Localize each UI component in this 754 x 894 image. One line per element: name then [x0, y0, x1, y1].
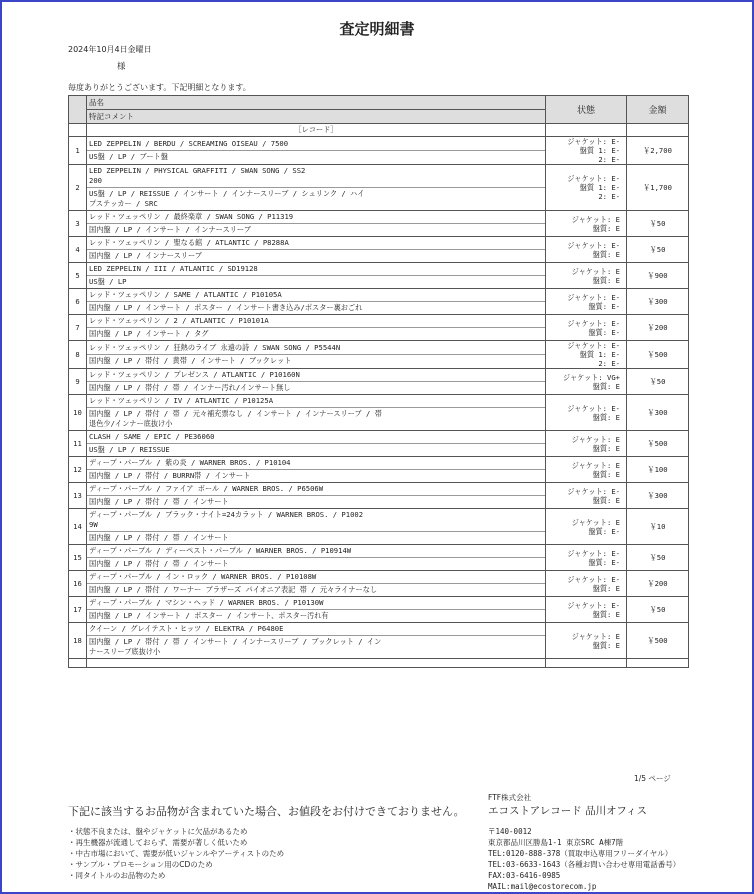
item-title: レッド・ツェッペリン / IV / ATLANTIC / P10125A	[87, 395, 545, 408]
row-number: 4	[69, 237, 87, 263]
row-price: ￥500	[627, 431, 689, 457]
company-legal-name: FTF株式会社	[488, 793, 532, 802]
row-price: ￥200	[627, 571, 689, 597]
row-item	[87, 483, 546, 509]
item-comment: US盤 / LP	[89, 277, 127, 286]
row-condition: ジャケット: E- 盤質: E	[546, 597, 627, 623]
item-title: レッド・ツェッペリン / プレゼンス / ATLANTIC / P10160N	[87, 369, 545, 382]
row-price: ￥2,700	[627, 137, 689, 165]
item-title: レッド・ツェッペリン / 最終楽章 / SWAN SONG / P11319	[87, 211, 545, 224]
row-item	[87, 237, 546, 263]
row-item	[87, 211, 546, 237]
row-item	[87, 263, 546, 289]
row-item	[87, 341, 546, 369]
postal-code: 〒140-0012	[488, 827, 532, 836]
reason-item: ・同タイトルのお品物のため	[68, 871, 166, 880]
row-number: 18	[69, 623, 87, 659]
row-price: ￥50	[627, 597, 689, 623]
item-title: レッド・ツェッペリン / 狂熱のライブ 永遠の詩 / SWAN SONG / P5544N	[87, 342, 545, 355]
row-item	[87, 369, 546, 395]
row-condition: ジャケット: E- 盤質: E-	[546, 315, 627, 341]
table-row	[69, 483, 689, 509]
row-condition: ジャケット: E- 盤質 1: E- 2: E-	[546, 165, 627, 211]
tel-inquiry: TEL:03-6633-1643（各種お問い合わせ専用電話番号）	[488, 860, 681, 869]
item-comment: 国内盤 / LP / 帯付 / 帯 / インサート	[89, 497, 229, 506]
item-comment: 国内盤 / LP / インナースリーブ	[89, 251, 202, 260]
row-number: 1	[69, 137, 87, 165]
reason-item: ・サンプル・プロモーション用のCDのため	[68, 860, 213, 869]
table-row	[69, 341, 689, 369]
row-item	[87, 571, 546, 597]
table-row	[69, 431, 689, 457]
table-row	[69, 263, 689, 289]
row-item	[87, 165, 546, 211]
item-title: LED ZEPPELIN / PHYSICAL GRAFFITI / SWAN SONG / SS2 200	[87, 165, 545, 188]
row-condition: ジャケット: VG+ 盤質: E	[546, 369, 627, 395]
blank-row	[69, 659, 689, 668]
item-title: レッド・ツェッペリン / SAME / ATLANTIC / P10105A	[87, 289, 545, 302]
document-title: 査定明細書	[339, 20, 415, 38]
item-comment: US盤 / LP / REISSUE / インサート / インナースリーブ / シュリンク / ハイ プステッカー / SRC	[89, 189, 365, 208]
appraisal-table	[68, 95, 689, 668]
item-title: ディープ・パープル / ブラック・ナイト=24カラット / WARNER BROS. / P1002 9W	[87, 509, 545, 532]
row-price: ￥300	[627, 395, 689, 431]
header-price: 金額	[627, 96, 689, 124]
row-condition: ジャケット: E- 盤質: E	[546, 483, 627, 509]
table-row	[69, 165, 689, 211]
item-title: レッド・ツェッペリン / 聖なる館 / ATLANTIC / P8288A	[87, 237, 545, 250]
table-row	[69, 315, 689, 341]
reason-item: ・中古市場において、需要が低いジャンルやアーティストのため	[68, 849, 285, 858]
table-row	[69, 597, 689, 623]
row-number: 10	[69, 395, 87, 431]
row-item	[87, 509, 546, 545]
row-price: ￥100	[627, 457, 689, 483]
row-item	[87, 457, 546, 483]
row-item	[87, 137, 546, 165]
table-row	[69, 545, 689, 571]
row-number: 13	[69, 483, 87, 509]
row-number: 11	[69, 431, 87, 457]
reason-item: ・再生機器が流通しておらず、需要が著しく低いため	[68, 838, 248, 847]
header-condition: 状態	[546, 96, 627, 124]
item-title: LED ZEPPELIN / BERDU / SCREAMING OISEAU / 7500	[87, 138, 545, 151]
row-condition: ジャケット: E 盤質: E	[546, 211, 627, 237]
item-title: LED ZEPPELIN / III / ATLANTIC / SD19128	[87, 263, 545, 276]
row-condition: ジャケット: E- 盤質: E-	[546, 289, 627, 315]
item-title: クイーン / グレイテスト・ヒッツ / ELEKTRA / P6480E	[87, 623, 545, 636]
row-price: ￥10	[627, 509, 689, 545]
item-comment: 国内盤 / LP / インサート / インナースリーブ	[89, 225, 251, 234]
row-condition: ジャケット: E- 盤質: E	[546, 571, 627, 597]
row-price: ￥50	[627, 369, 689, 395]
table-row	[69, 457, 689, 483]
row-item	[87, 289, 546, 315]
row-condition: ジャケット: E- 盤質: E	[546, 237, 627, 263]
street-address: 東京都品川区勝島1-1 東京SRC A棟7階	[488, 838, 624, 847]
row-number: 16	[69, 571, 87, 597]
row-item	[87, 597, 546, 623]
row-number: 3	[69, 211, 87, 237]
row-item	[87, 623, 546, 659]
item-comment: 国内盤 / LP / 帯付 / 帯 / インサート	[89, 533, 229, 542]
row-number: 9	[69, 369, 87, 395]
item-comment: 国内盤 / LP / 帯付 / 帯 / インナー汚れ/インサート無し	[89, 383, 291, 392]
item-comment: 国内盤 / LP / インサート / ポスター / インサート書き込み/ポスター裏おごれ	[89, 303, 363, 312]
row-number: 15	[69, 545, 87, 571]
table-row	[69, 211, 689, 237]
item-title: レッド・ツェッペリン / 2 / ATLANTIC / P10101A	[87, 315, 545, 328]
item-comment: 国内盤 / LP / 帯付 / ワーナー ブラザーズ パイオニア表記 帯 / 元々ライナーなし	[89, 585, 378, 594]
item-comment: 国内盤 / LP / 帯付 / 帯 / インサート	[89, 559, 229, 568]
row-number: 12	[69, 457, 87, 483]
issue-date: 2024年10月4日金曜日	[68, 45, 152, 54]
row-number: 2	[69, 165, 87, 211]
item-comment: 国内盤 / LP / 帯付 / BURRN帯 / インサート	[89, 471, 251, 480]
row-price: ￥300	[627, 483, 689, 509]
row-price: ￥300	[627, 289, 689, 315]
row-condition: ジャケット: E 盤質: E-	[546, 509, 627, 545]
row-price: ￥50	[627, 545, 689, 571]
item-title: ディープ・パープル / イン・ロック / WARNER BROS. / P10108W	[87, 571, 545, 584]
row-number: 14	[69, 509, 87, 545]
header-name: 品名	[89, 98, 104, 107]
row-number: 5	[69, 263, 87, 289]
row-price: ￥50	[627, 237, 689, 263]
table-row	[69, 237, 689, 263]
item-title: ディープ・パープル / 紫の炎 / WARNER BROS. / P10104	[87, 457, 545, 470]
table-row	[69, 395, 689, 431]
row-condition: ジャケット: E 盤質: E	[546, 263, 627, 289]
row-number: 17	[69, 597, 87, 623]
row-number: 8	[69, 341, 87, 369]
table-row	[69, 509, 689, 545]
row-condition: ジャケット: E 盤質: E	[546, 431, 627, 457]
item-title: ディープ・パープル / ファイア ボール / WARNER BROS. / P6506W	[87, 483, 545, 496]
row-number: 7	[69, 315, 87, 341]
notice-text: 下記に該当するお品物が含まれていた場合、お値段をお付けできておりません。	[68, 805, 465, 818]
row-item	[87, 431, 546, 457]
reasons-list	[68, 826, 284, 881]
row-condition: ジャケット: E- 盤質: E-	[546, 545, 627, 571]
item-comment: US盤 / LP / REISSUE	[89, 445, 170, 454]
category-row	[69, 124, 689, 137]
row-condition: ジャケット: E- 盤質: E	[546, 395, 627, 431]
row-number: 6	[69, 289, 87, 315]
row-price: ￥50	[627, 211, 689, 237]
customer-suffix: 様	[117, 62, 126, 72]
item-comment: 国内盤 / LP / 帯付 / 帯 / インサート / インナースリーブ / ブックレット / イン ナースリーブ底抜け小	[89, 637, 382, 656]
table-row	[69, 137, 689, 165]
category-label: ［レコード］	[87, 124, 546, 137]
row-price: ￥200	[627, 315, 689, 341]
table-header	[69, 96, 689, 124]
row-price: ￥900	[627, 263, 689, 289]
greeting-text: 毎度ありがとうございます。下記明細となります。	[68, 83, 251, 92]
row-condition: ジャケット: E 盤質: E	[546, 457, 627, 483]
item-comment: US盤 / LP / ブート盤	[89, 152, 168, 161]
item-comment: 国内盤 / LP / インサート / ポスター / インサート、ポスター汚れ有	[89, 611, 329, 620]
item-comment: 国内盤 / LP / インサート / タグ	[89, 329, 209, 338]
item-title: ディープ・パープル / ディーペスト・パープル / WARNER BROS. / P10914W	[87, 545, 545, 558]
row-condition: ジャケット: E- 盤質 1: E- 2: E-	[546, 137, 627, 165]
document-page	[2, 2, 752, 892]
row-condition: ジャケット: E- 盤質 1: E- 2: E-	[546, 341, 627, 369]
row-item	[87, 315, 546, 341]
row-price: ￥1,700	[627, 165, 689, 211]
company-address	[488, 826, 680, 892]
row-item	[87, 395, 546, 431]
item-title: CLASH / SAME / EPIC / PE36060	[87, 431, 545, 444]
table-row	[69, 571, 689, 597]
tel-free: TEL:0120-888-378（買取申込専用フリーダイヤル）	[488, 849, 673, 858]
header-comment: 特記コメント	[87, 109, 545, 122]
page-number: 1/5 ページ	[634, 774, 671, 783]
reason-item: ・状態不良または、盤やジャケットに欠品があるため	[68, 827, 248, 836]
item-comment: 国内盤 / LP / 帯付 / 黄帯 / インサート / ブックレット	[89, 356, 292, 365]
item-comment: 国内盤 / LP / 帯付 / 帯 / 元々補充票なし / インサート / インナースリーブ / 帯 退色少/インナー底抜け小	[89, 409, 382, 428]
table-row	[69, 289, 689, 315]
row-item	[87, 545, 546, 571]
row-price: ￥500	[627, 623, 689, 659]
table-row	[69, 623, 689, 659]
header-item	[87, 96, 546, 124]
fax: FAX:03-6416-0985	[488, 871, 561, 880]
row-condition: ジャケット: E 盤質: E	[546, 623, 627, 659]
mail: MAIL:mail@ecostorecom.jp	[488, 882, 597, 891]
header-no	[69, 96, 87, 124]
table-row	[69, 369, 689, 395]
row-price: ￥500	[627, 341, 689, 369]
company-name: エコストアレコード 品川オフィス	[488, 805, 647, 817]
item-title: ディープ・パープル / マシン・ヘッド / WARNER BROS. / P10130W	[87, 597, 545, 610]
